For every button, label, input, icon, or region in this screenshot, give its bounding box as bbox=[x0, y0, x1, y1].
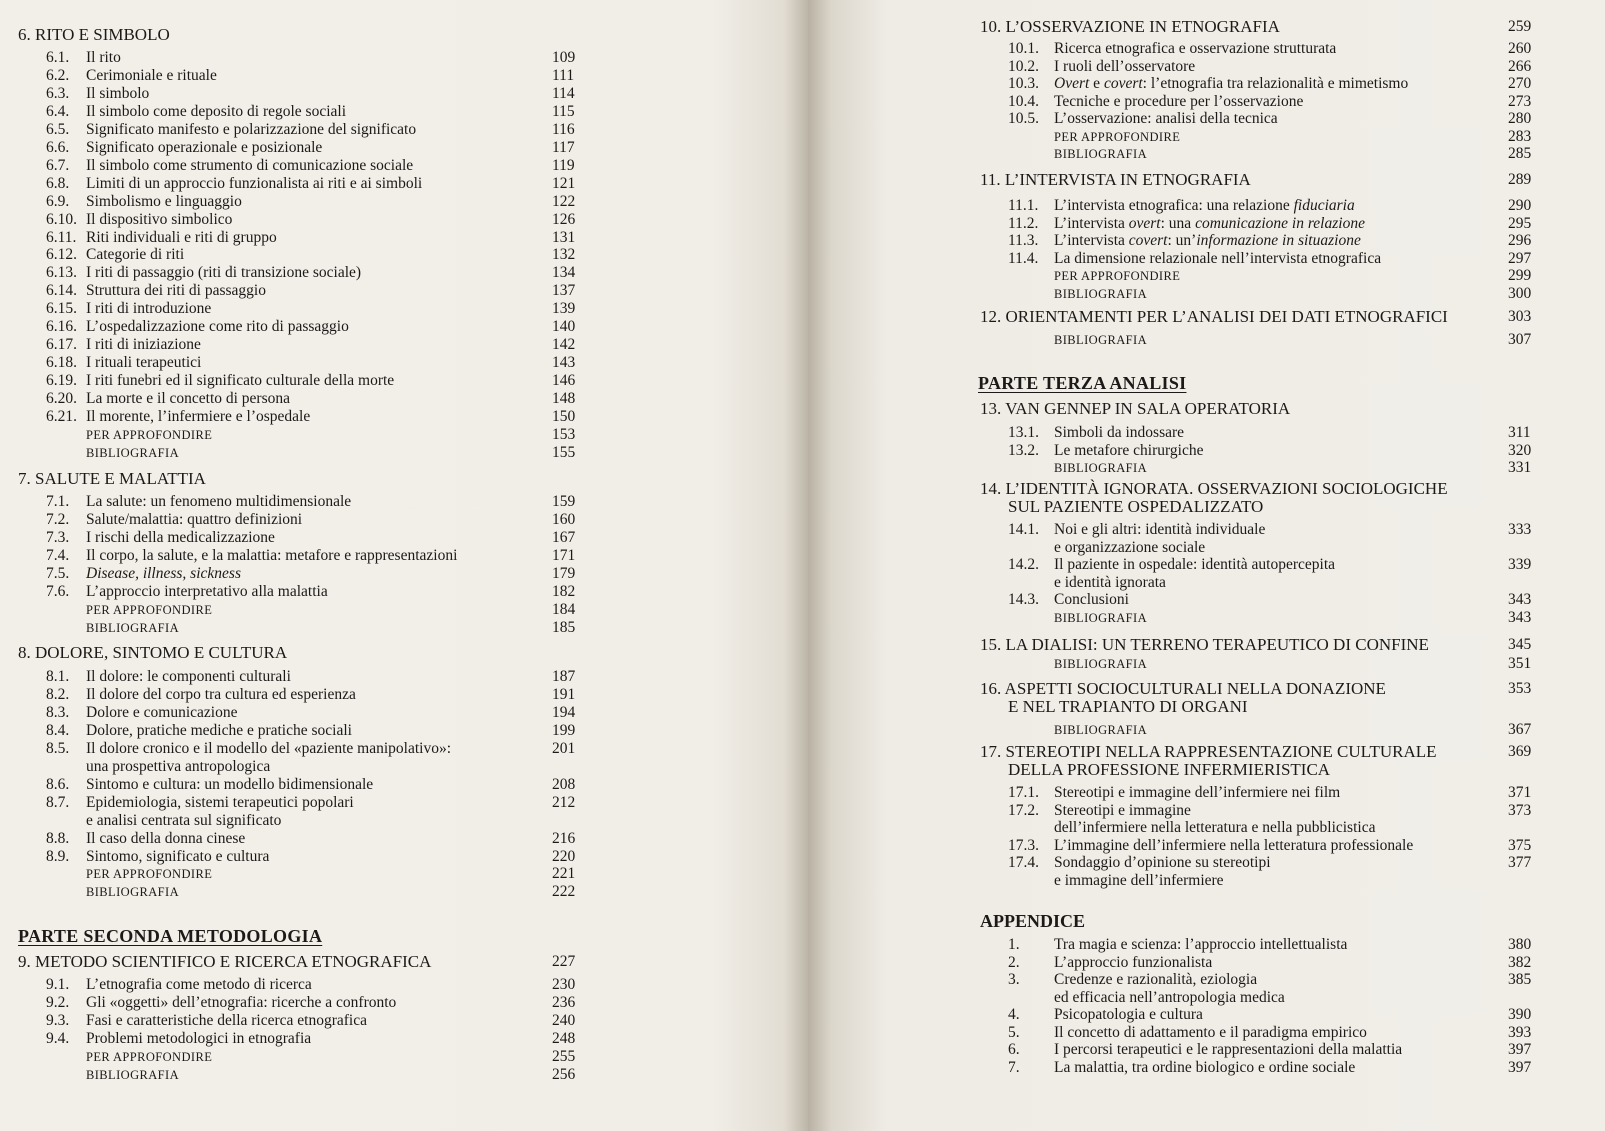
entry-title: Salute/malattia: quattro definizioni bbox=[86, 510, 303, 528]
page-number: 185 bbox=[552, 618, 576, 636]
page-number: 148 bbox=[552, 390, 576, 408]
chapter-title: 16. ASPETTI SOCIOCULTURALI NELLA DONAZIONE bbox=[980, 679, 1386, 698]
entry-title: Il dolore del corpo tra cultura ed esperienza bbox=[86, 685, 356, 703]
entry-number: 8.4. bbox=[46, 721, 70, 739]
entry-number: 13.1. bbox=[1008, 424, 1039, 441]
entry-number: 10.3. bbox=[1008, 75, 1039, 92]
entry-title: Tra magia e scienza: l’approccio intellettualista bbox=[1054, 936, 1348, 953]
entry-title: L’intervista overt: una comunicazione in relazione bbox=[1054, 214, 1365, 232]
entry-number: 8.8. bbox=[46, 829, 70, 847]
page-number: 230 bbox=[552, 976, 576, 993]
entry-title: L’intervista covert: un’informazione in situazione bbox=[1054, 232, 1361, 249]
entry-number: 8.1. bbox=[46, 668, 70, 685]
entry-number: 6.5. bbox=[46, 120, 70, 138]
entry-number: 9.3. bbox=[46, 1011, 70, 1029]
page-number: 333 bbox=[1508, 521, 1532, 538]
entry-number: 3. bbox=[1008, 971, 1020, 988]
entry-title: Il dispositivo simbolico bbox=[86, 210, 233, 228]
entry-title: PER APPROFONDIRE bbox=[1054, 129, 1181, 144]
entry-number: 8.5. bbox=[46, 739, 70, 757]
entry-number: 8.3. bbox=[46, 703, 70, 721]
page-number: 201 bbox=[552, 739, 576, 757]
page-number: 369 bbox=[1508, 743, 1532, 760]
entry-title-cont: e identità ignorata bbox=[1054, 573, 1166, 591]
entry-number: 6.7. bbox=[46, 156, 70, 174]
entry-title: Ricerca etnografica e osservazione strutturata bbox=[1054, 40, 1337, 57]
entry-number: 4. bbox=[1008, 1006, 1020, 1023]
entry-number: 7.3. bbox=[46, 528, 70, 546]
chapter-title: 17. STEREOTIPI NELLA RAPPRESENTAZIONE CULTURALE bbox=[980, 742, 1437, 761]
page-number: 380 bbox=[1508, 936, 1532, 953]
entry-title: Disease, illness, sickness bbox=[86, 564, 241, 582]
entry-title-cont: una prospettiva antropologica bbox=[86, 757, 271, 775]
entry-title-cont: ed efficacia nell’antropologia medica bbox=[1054, 988, 1285, 1006]
entry-title: Il paziente in ospedale: identità autopercepita bbox=[1054, 556, 1336, 573]
page-number: 109 bbox=[552, 49, 576, 66]
page-number: 179 bbox=[552, 564, 576, 582]
entry-title: I ruoli dell’osservatore bbox=[1054, 57, 1196, 75]
page-number: 142 bbox=[552, 336, 576, 354]
entry-title: Limiti di un approccio funzionalista ai riti e ai simboli bbox=[86, 174, 423, 192]
page-number: 146 bbox=[552, 372, 576, 390]
page-number: 397 bbox=[1508, 1041, 1532, 1058]
page-number: 283 bbox=[1508, 127, 1532, 145]
entry-number: 6.12. bbox=[46, 246, 77, 264]
entry-title: Categorie di riti bbox=[86, 246, 185, 264]
entry-number: 11.3. bbox=[1008, 232, 1039, 249]
page-number: 187 bbox=[552, 668, 576, 685]
page-number: 375 bbox=[1508, 836, 1532, 854]
page-number: 132 bbox=[552, 246, 576, 264]
entry-number: 7.2. bbox=[46, 510, 70, 528]
entry-title: PER APPROFONDIRE bbox=[86, 867, 213, 882]
entry-number: 6.13. bbox=[46, 264, 77, 282]
entry-number: 17.3. bbox=[1008, 836, 1039, 854]
right-page bbox=[808, 0, 1605, 1131]
page-number: 299 bbox=[1508, 267, 1532, 284]
entry-title: Sintomo, significato e cultura bbox=[86, 847, 270, 865]
page-number: 137 bbox=[552, 282, 576, 300]
page-number: 160 bbox=[552, 510, 576, 528]
entry-number: 6.14. bbox=[46, 282, 77, 300]
page-number: 385 bbox=[1508, 971, 1532, 988]
page-number: 111 bbox=[552, 66, 575, 84]
page-number: 199 bbox=[552, 721, 576, 739]
entry-number: 7.4. bbox=[46, 546, 70, 564]
entry-title: Sondaggio d’opinione su stereotipi bbox=[1054, 854, 1271, 871]
page-number: 367 bbox=[1508, 721, 1532, 738]
entry-title: Il dolore cronico e il modello del «paziente manipolativo»: bbox=[86, 739, 451, 757]
chapter-title-cont: DELLA PROFESSIONE INFERMIERISTICA bbox=[1008, 760, 1331, 779]
page-number: 121 bbox=[552, 174, 576, 192]
entry-title: BIBLIOGRAFIA bbox=[1054, 333, 1147, 347]
entry-title: PER APPROFONDIRE bbox=[86, 1049, 213, 1064]
page-number: 143 bbox=[552, 354, 576, 372]
entry-title: Cerimoniale e rituale bbox=[86, 66, 217, 84]
page-number: 256 bbox=[552, 1065, 576, 1083]
entry-title: L’approccio interpretativo alla malattia bbox=[86, 582, 328, 600]
page-number: 140 bbox=[552, 318, 576, 336]
entry-title: Le metafore chirurgiche bbox=[1054, 441, 1204, 459]
entry-title: PER APPROFONDIRE bbox=[1054, 269, 1181, 283]
page-number: 285 bbox=[1508, 145, 1532, 162]
entry-number: 11.2. bbox=[1008, 214, 1039, 232]
chapter-title-cont: E NEL TRAPIANTO DI ORGANI bbox=[1008, 697, 1248, 716]
entry-title: Tecniche e procedure per l’osservazione bbox=[1054, 92, 1304, 110]
chapter-title: 7. SALUTE E MALATTIA bbox=[18, 469, 206, 488]
entry-title: I rituali terapeutici bbox=[86, 354, 202, 372]
entry-number: 7.6. bbox=[46, 582, 70, 600]
page-number: 260 bbox=[1508, 40, 1532, 57]
part-title: PARTE TERZA ANALISI bbox=[978, 373, 1187, 393]
entry-number: 8.9. bbox=[46, 847, 70, 865]
page-number: 393 bbox=[1508, 1023, 1532, 1041]
entry-title: I riti funebri ed il significato culturale della morte bbox=[86, 372, 395, 390]
page-number: 270 bbox=[1508, 75, 1532, 92]
entry-number: 14.3. bbox=[1008, 591, 1039, 608]
page-number: 266 bbox=[1508, 57, 1532, 75]
entry-title: Gli «oggetti» dell’etnografia: ricerche a confronto bbox=[86, 993, 397, 1011]
entry-number: 6.9. bbox=[46, 192, 70, 210]
chapter-title: 15. LA DIALISI: UN TERRENO TERAPEUTICO DI CONFINE bbox=[980, 635, 1429, 654]
page-number: 290 bbox=[1508, 197, 1532, 214]
page-number: 236 bbox=[552, 993, 576, 1011]
entry-title: Significato manifesto e polarizzazione del significato bbox=[86, 120, 417, 138]
entry-title: Stereotipi e immagine bbox=[1054, 801, 1191, 819]
entry-title: BIBLIOGRAFIA bbox=[1054, 147, 1147, 161]
page-number: 115 bbox=[552, 102, 575, 120]
page-number: 373 bbox=[1508, 801, 1532, 819]
page-number: 280 bbox=[1508, 110, 1532, 127]
page-number: 182 bbox=[552, 582, 576, 600]
entry-number: 6.2. bbox=[46, 66, 70, 84]
entry-title: L’ospedalizzazione come rito di passaggio bbox=[86, 318, 349, 336]
page-number: 248 bbox=[552, 1029, 576, 1047]
page-number: 114 bbox=[552, 84, 575, 102]
entry-number: 6.6. bbox=[46, 138, 70, 156]
entry-number: 14.1. bbox=[1008, 521, 1039, 538]
page-number: 155 bbox=[552, 443, 576, 461]
page-number: 289 bbox=[1508, 171, 1532, 188]
entry-title: Fasi e caratteristiche della ricerca etnografica bbox=[86, 1011, 367, 1029]
entry-title: Sintomo e cultura: un modello bidimensionale bbox=[86, 775, 374, 793]
page-number: 222 bbox=[552, 883, 576, 901]
page-number: 184 bbox=[552, 600, 576, 618]
entry-title-cont: e organizzazione sociale bbox=[1054, 538, 1206, 556]
part-title: PARTE SECONDA METODOLOGIA bbox=[18, 926, 323, 946]
entry-number: 17.1. bbox=[1008, 784, 1039, 801]
page-number: 343 bbox=[1508, 591, 1532, 608]
entry-number: 9.2. bbox=[46, 993, 70, 1011]
entry-title: Simboli da indossare bbox=[1054, 424, 1185, 441]
entry-number: 10.5. bbox=[1008, 110, 1039, 127]
page-number: 331 bbox=[1508, 459, 1532, 476]
entry-title: Conclusioni bbox=[1054, 591, 1129, 608]
page-number: 320 bbox=[1508, 441, 1532, 459]
entry-title: Il morente, l’infermiere e l’ospedale bbox=[86, 408, 311, 425]
entry-title: Simbolismo e linguaggio bbox=[86, 192, 242, 210]
entry-number: 8.7. bbox=[46, 793, 70, 811]
entry-number: 6.21. bbox=[46, 408, 77, 425]
entry-number: 6.19. bbox=[46, 372, 77, 390]
entry-title: Riti individuali e riti di gruppo bbox=[86, 228, 277, 246]
entry-title: BIBLIOGRAFIA bbox=[86, 1067, 179, 1082]
page-number: 153 bbox=[552, 425, 576, 443]
page-number: 382 bbox=[1508, 953, 1532, 971]
entry-title: Il simbolo come deposito di regole sociali bbox=[86, 102, 347, 120]
page-number: 311 bbox=[1508, 424, 1531, 441]
entry-number: 6.11. bbox=[46, 228, 77, 246]
entry-number: 6.15. bbox=[46, 300, 77, 318]
entry-number: 6.20. bbox=[46, 390, 77, 408]
page-number: 221 bbox=[552, 865, 576, 883]
entry-title: I riti di introduzione bbox=[86, 300, 212, 318]
page-number: 116 bbox=[552, 120, 575, 138]
page-number: 273 bbox=[1508, 92, 1532, 110]
entry-number: 11.4. bbox=[1008, 249, 1039, 267]
entry-title: L’etnografia come metodo di ricerca bbox=[86, 976, 312, 993]
entry-title-cont: e immagine dell’infermiere bbox=[1054, 871, 1224, 889]
entry-title: L’osservazione: analisi della tecnica bbox=[1054, 110, 1278, 127]
page-number: 303 bbox=[1508, 308, 1532, 325]
entry-title: Il rito bbox=[86, 49, 121, 66]
right-toc bbox=[808, 0, 1605, 1131]
entry-title: La salute: un fenomeno multidimensionale bbox=[86, 493, 352, 510]
entry-title: BIBLIOGRAFIA bbox=[1054, 723, 1147, 737]
page-number: 343 bbox=[1508, 608, 1532, 626]
page-number: 171 bbox=[552, 546, 576, 564]
entry-number: 9.4. bbox=[46, 1029, 70, 1047]
entry-number: 6.4. bbox=[46, 102, 70, 120]
entry-title: Il simbolo come strumento di comunicazione sociale bbox=[86, 156, 414, 174]
entry-number: 7.1. bbox=[46, 493, 70, 510]
entry-title: Overt e covert: l’etnografia tra relazionalità e mimetismo bbox=[1054, 75, 1409, 92]
entry-title: Il simbolo bbox=[86, 84, 150, 102]
page-number: 339 bbox=[1508, 556, 1532, 573]
entry-title: BIBLIOGRAFIA bbox=[86, 620, 179, 635]
entry-title: BIBLIOGRAFIA bbox=[1054, 286, 1147, 301]
entry-number: 6.8. bbox=[46, 174, 70, 192]
page-number: 377 bbox=[1508, 854, 1532, 871]
entry-number: 6. bbox=[1008, 1041, 1020, 1058]
page-number: 353 bbox=[1508, 680, 1532, 697]
page-number: 220 bbox=[552, 847, 576, 865]
entry-title: Problemi metodologici in etnografia bbox=[86, 1029, 312, 1047]
page-number: 212 bbox=[552, 793, 576, 811]
entry-number: 8.6. bbox=[46, 775, 70, 793]
chapter-title: 13. VAN GENNEP IN SALA OPERATORIA bbox=[980, 399, 1291, 418]
entry-number: 7.5. bbox=[46, 564, 70, 582]
page-number: 191 bbox=[552, 685, 576, 703]
entry-title: L’immagine dell’infermiere nella letteratura professionale bbox=[1054, 836, 1414, 854]
page-number: 117 bbox=[552, 138, 575, 156]
page-number: 194 bbox=[552, 703, 576, 721]
entry-title: Psicopatologia e cultura bbox=[1054, 1006, 1203, 1023]
entry-title: Il corpo, la salute, e la malattia: metafore e rappresentazioni bbox=[86, 546, 458, 564]
entry-title: I percorsi terapeutici e le rappresentazioni della malattia bbox=[1054, 1041, 1403, 1058]
entry-title-cont: dell’infermiere nella letteratura e nella pubblicistica bbox=[1054, 819, 1376, 836]
entry-number: 17.4. bbox=[1008, 854, 1039, 871]
page-number: 119 bbox=[552, 156, 575, 174]
entry-title: Dolore, pratiche mediche e pratiche sociali bbox=[86, 721, 352, 739]
page-number: 351 bbox=[1508, 655, 1532, 672]
page-number: 255 bbox=[552, 1047, 576, 1065]
page-number: 208 bbox=[552, 775, 576, 793]
entry-title: Struttura dei riti di passaggio bbox=[86, 282, 266, 300]
page-number: 297 bbox=[1508, 249, 1532, 267]
page-number: 307 bbox=[1508, 331, 1532, 348]
entry-title: BIBLIOGRAFIA bbox=[1054, 610, 1147, 625]
entry-title: Il dolore: le componenti culturali bbox=[86, 668, 291, 685]
page-number: 134 bbox=[552, 264, 576, 282]
entry-title: L’intervista etnografica: una relazione fiduciaria bbox=[1054, 197, 1355, 214]
entry-number: 11.1. bbox=[1008, 197, 1039, 214]
entry-title: I rischi della medicalizzazione bbox=[86, 528, 275, 546]
entry-number: 5. bbox=[1008, 1023, 1020, 1041]
page-number: 139 bbox=[552, 300, 576, 318]
entry-title: BIBLIOGRAFIA bbox=[86, 885, 179, 900]
chapter-title: 6. RITO E SIMBOLO bbox=[18, 25, 170, 44]
entry-number: 9.1. bbox=[46, 976, 70, 993]
page-number: 167 bbox=[552, 528, 576, 546]
page-number: 296 bbox=[1508, 232, 1532, 249]
entry-title: L’approccio funzionalista bbox=[1054, 953, 1213, 971]
entry-number: 6.16. bbox=[46, 318, 77, 336]
page-number: 150 bbox=[552, 408, 576, 425]
entry-title-cont: e analisi centrata sul significato bbox=[86, 811, 282, 829]
entry-number: 1. bbox=[1008, 936, 1020, 953]
chapter-title: 8. DOLORE, SINTOMO E CULTURA bbox=[18, 643, 288, 662]
entry-number: 8.2. bbox=[46, 685, 70, 703]
entry-title: BIBLIOGRAFIA bbox=[1054, 461, 1147, 475]
entry-number: 6.1. bbox=[46, 49, 70, 66]
entry-title: BIBLIOGRAFIA bbox=[86, 445, 179, 460]
page-number: 126 bbox=[552, 210, 576, 228]
entry-number: 6.3. bbox=[46, 84, 70, 102]
entry-title: Dolore e comunicazione bbox=[86, 703, 238, 721]
page-number: 131 bbox=[552, 228, 576, 246]
entry-title: La malattia, tra ordine biologico e ordine sociale bbox=[1054, 1058, 1356, 1076]
entry-number: 7. bbox=[1008, 1058, 1020, 1076]
entry-number: 6.17. bbox=[46, 336, 77, 354]
page-number: 227 bbox=[552, 953, 576, 970]
chapter-title: 14. L’IDENTITÀ IGNORATA. OSSERVAZIONI SOCIOLOGICHE bbox=[980, 479, 1448, 498]
entry-title: Il concetto di adattamento e il paradigma empirico bbox=[1054, 1023, 1367, 1041]
entry-title: I riti di iniziazione bbox=[86, 336, 201, 354]
chapter-title-cont: SUL PAZIENTE OSPEDALIZZATO bbox=[1008, 497, 1264, 516]
page-number: 345 bbox=[1508, 636, 1532, 653]
entry-title: PER APPROFONDIRE bbox=[86, 427, 213, 442]
page-number: 122 bbox=[552, 192, 576, 210]
entry-title: BIBLIOGRAFIA bbox=[1054, 657, 1147, 671]
entry-title: Il caso della donna cinese bbox=[86, 829, 246, 847]
page-number: 390 bbox=[1508, 1006, 1532, 1023]
entry-number: 10.4. bbox=[1008, 92, 1039, 110]
entry-title: Significato operazionale e posizionale bbox=[86, 138, 323, 156]
page-number: 216 bbox=[552, 829, 576, 847]
entry-title: Epidemiologia, sistemi terapeutici popolari bbox=[86, 793, 354, 811]
page-number: 300 bbox=[1508, 284, 1532, 302]
page-number: 259 bbox=[1508, 18, 1532, 35]
chapter-title: 10. L’OSSERVAZIONE IN ETNOGRAFIA bbox=[980, 17, 1280, 36]
chapter-title: 11. L’INTERVISTA IN ETNOGRAFIA bbox=[980, 170, 1251, 189]
entry-title: La dimensione relazionale nell’intervista etnografica bbox=[1054, 249, 1382, 267]
page-number: 397 bbox=[1508, 1058, 1532, 1076]
entry-number: 17.2. bbox=[1008, 801, 1039, 819]
entry-number: 6.18. bbox=[46, 354, 77, 372]
entry-number: 2. bbox=[1008, 953, 1020, 971]
entry-number: 10.1. bbox=[1008, 40, 1039, 57]
entry-number: 6.10. bbox=[46, 210, 77, 228]
page-number: 371 bbox=[1508, 784, 1532, 801]
page-number: 240 bbox=[552, 1011, 576, 1029]
entry-title: I riti di passaggio (riti di transizione sociale) bbox=[86, 264, 362, 282]
entry-number: 14.2. bbox=[1008, 556, 1039, 573]
entry-title: PER APPROFONDIRE bbox=[86, 602, 213, 617]
page-number: 159 bbox=[552, 493, 576, 510]
chapter-title: 12. ORIENTAMENTI PER L’ANALISI DEI DATI ETNOGRAFICI bbox=[980, 307, 1448, 326]
entry-title: La morte e il concetto di persona bbox=[86, 390, 291, 408]
entry-title: Stereotipi e immagine dell’infermiere nei film bbox=[1054, 784, 1341, 801]
chapter-title: 9. METODO SCIENTIFICO E RICERCA ETNOGRAFICA bbox=[18, 952, 432, 971]
entry-title: Noi e gli altri: identità individuale bbox=[1054, 521, 1266, 538]
page-number: 295 bbox=[1508, 214, 1532, 232]
chapter-title: APPENDICE bbox=[980, 911, 1086, 931]
entry-title: Credenze e razionalità, eziologia bbox=[1054, 971, 1258, 988]
entry-number: 10.2. bbox=[1008, 57, 1039, 75]
entry-number: 13.2. bbox=[1008, 441, 1039, 459]
